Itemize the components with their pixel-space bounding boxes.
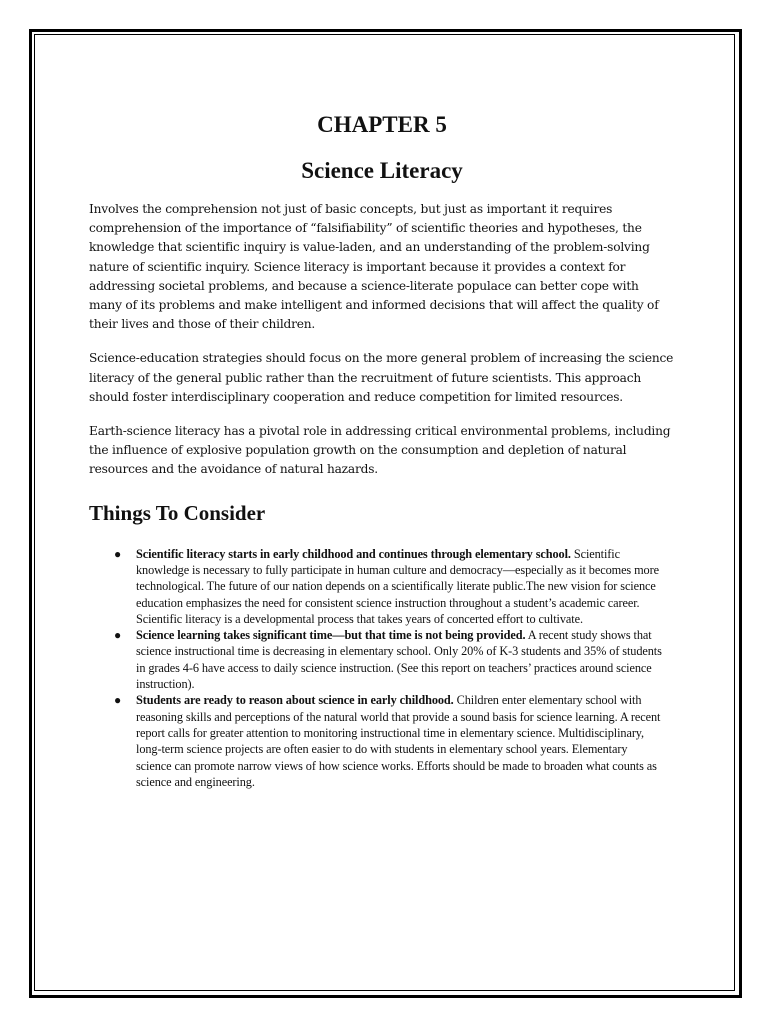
bullet-lead: Students are ready to reason about science in early childhood. <box>136 693 454 708</box>
bullet-text: Children enter elementary school with reasoning skills and perceptions of the natural world that provide a sound basis for science learning. A recent report calls for greater attention to monitoring instructional time in elementary science. Multidisciplinary, long-term science projects are often easier to do with students in elementary school years. Elementary science can promote narrow views of how science works. Efforts should be made to broaden what counts as science and engineering. <box>136 693 661 789</box>
bullet-icon: ● <box>114 546 122 561</box>
bullet-text: A recent study shows that science instructional time is decreasing in elementary school. Only 20% of K-3 students and 35% of students in grades 4-6 have access to daily science instruction. (See this report on teachers’ practices around science instruction). <box>136 628 662 692</box>
considerations-list <box>89 546 675 790</box>
section-heading: Things To Consider <box>89 500 266 525</box>
bullet-lead: Scientific literacy starts in early childhood and continues through elementary school. <box>136 546 571 561</box>
strategy-paragraph: Science-education strategies should focus on the more general problem of increasing the science literacy of the general public rather than the recruitment of future scientists. This approach should foster interdisciplinary cooperation and reduce competition for limited resources. <box>89 351 674 404</box>
bullet-icon: ● <box>114 693 122 708</box>
intro-paragraph: Involves the comprehension not just of basic concepts, but just as important it requires comprehension of the importance of “falsifiability” of scientific theories and hypotheses, the knowledge that scientific inquiry is value-laden, and an understanding of the problem-solving nature of scientific inquiry. Science literacy is important because it provides a context for addressing societal problems, and because a science-literate populace can better cope with many of its problems and make intelligent and informed decisions that will affect the quality of their lives and those of their children. <box>89 202 659 332</box>
document-body <box>89 108 675 790</box>
bullet-lead: Science learning takes significant time—but that time is not being provided. <box>136 628 526 643</box>
bullet-icon: ● <box>114 628 122 643</box>
chapter-title: Science Literacy <box>301 158 463 183</box>
list-item <box>114 692 675 790</box>
list-item <box>114 546 675 627</box>
chapter-label: CHAPTER 5 <box>317 112 447 137</box>
list-item <box>114 627 675 692</box>
bullet-text: Scientific knowledge is necessary to fully participate in human culture and democracy—especially as it becomes more technological. The future of our nation depends on a scientifically literate public.The new vision for science education emphasizes the need for consistent science instruction throughout a student’s academic career. Scientific literacy is a developmental process that takes years of concerted effort to cultivate. <box>136 546 659 626</box>
earth-science-paragraph: Earth-science literacy has a pivotal role in addressing critical environmental problems, including the influence of explosive population growth on the consumption and depletion of natural resources and the avoidance of natural hazards. <box>89 424 671 477</box>
